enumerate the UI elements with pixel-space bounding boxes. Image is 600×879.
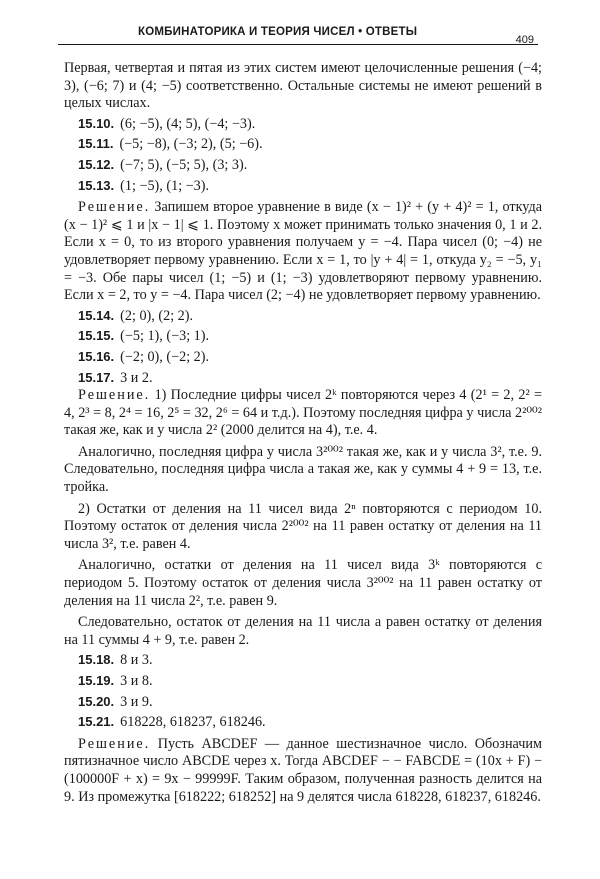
answer-text: (−5; −8), (−3; 2), (5; −6). (119, 136, 263, 153)
solution-paragraph-2 (64, 387, 542, 440)
answer-list-1 (64, 115, 542, 195)
answer-item (64, 307, 542, 326)
answer-item (64, 135, 542, 154)
answer-item (64, 693, 542, 712)
page-number: 409 (515, 34, 534, 46)
answer-text: (2; 0), (2; 2). (120, 307, 194, 324)
answer-item (64, 713, 542, 732)
answer-item (64, 156, 542, 175)
intro-paragraph: Первая, четвертая и пятая из этих систем имеют целочисленные решения (−4; 3), (−6; 7) и (4; −5) соответственно. Остальные системы не имеют решений в целых числах. (64, 60, 542, 112)
section-title: КОМБИНАТОРИКА И ТЕОРИЯ ЧИСЕЛ • ОТВЕТЫ (138, 26, 418, 38)
solution-text: 1) Последние цифры чисел 2ᵏ повторяются через 4 (2¹ = 2, 2² = 4, 2³ = 8, 2⁴ = 16, 2⁵ = 32, 2⁶ = 64 и т.д.). Поэтому последняя цифра у числа 2²⁰⁰² такая же, как и у числа 2² (2000 делится на 4), т.е. 4. (64, 387, 542, 439)
answer-item (64, 369, 542, 388)
answer-text: 3 и 8. (120, 673, 153, 689)
solution-label: Решение. (78, 735, 151, 752)
answer-text: (−2; 0), (−2; 2). (120, 348, 210, 365)
answer-number: 15.17. (78, 369, 115, 385)
answer-text: 618228, 618237, 618246. (120, 714, 266, 731)
solution-paragraph-1 (64, 199, 542, 305)
answer-number: 15.15. (78, 328, 115, 344)
answer-number: 15.20. (78, 693, 115, 709)
answer-item (64, 672, 542, 691)
answer-item (64, 115, 542, 134)
answer-item (64, 348, 542, 367)
running-header (58, 20, 538, 45)
answer-text: 8 и 3. (120, 652, 153, 669)
answer-number: 15.13. (78, 177, 115, 193)
answer-number: 15.19. (78, 673, 115, 688)
answer-number: 15.21. (78, 714, 115, 730)
solution-label: Решение. (78, 387, 151, 404)
answer-list-2 (64, 307, 542, 387)
answer-item (64, 177, 542, 196)
answer-text: (1; −5), (1; −3). (120, 177, 210, 194)
answer-text: (−7; 5), (−5; 5), (3; 3). (120, 156, 248, 173)
answer-number: 15.18. (78, 652, 115, 668)
answer-number: 15.12. (78, 156, 115, 172)
answer-text: 3 и 9. (120, 693, 153, 710)
answer-text: 3 и 2. (120, 369, 153, 386)
paragraph-conclusion: Следовательно, остаток от деления на 11 числа a равен остатку от деления на 11 суммы 4 + 9, т.е. равен 2. (64, 614, 542, 648)
answer-number: 15.16. (78, 348, 115, 364)
solution-text: Пусть ABCDEF — данное шестизначное число. Обозначим пятизначное число ABCDE через x. Тогда ABCDEF − − FABCDE = (10x + F) − (100000F + x) = 9x − 99999F. Таким образом, полученная разность делится на 9. Из промежутка [618222; 618252] на 9 делятся числа 618228, 618237, 618246. (64, 735, 542, 805)
page-body (64, 60, 542, 806)
answer-text: (−5; 1), (−3; 1). (120, 328, 210, 345)
paragraph-analog-2: Аналогично, остатки от деления на 11 чисел вида 3ᵏ повторяются с периодом 5. Поэтому остаток от деления числа 3²⁰⁰² на 11 равен остатку от деления на 11 числа 2², т.е. равен 9. (64, 557, 542, 609)
solution-paragraph-3 (64, 736, 542, 806)
paragraph-remainders: 2) Остатки от деления на 11 чисел вида 2ⁿ повторяются с периодом 10. Поэтому остаток от деления числа 2²⁰⁰² на 11 равен остатку от деления на 11 числа 3², т.е. равен 4. (64, 500, 542, 552)
answer-number: 15.14. (78, 307, 115, 323)
answer-text: (6; −5), (4; 5), (−4; −3). (120, 115, 256, 132)
answer-number: 15.11. (78, 136, 114, 152)
answer-item (64, 651, 542, 670)
answer-number: 15.10. (78, 115, 115, 131)
answer-item (64, 327, 542, 346)
answer-list-3 (64, 651, 542, 731)
solution-label: Решение. (78, 199, 151, 216)
solution-text: Запишем второе уравнение в виде (x − 1)² + (y + 4)² = 1, откуда (x − 1)² ⩽ 1 и |x − 1| ⩽ 1. Поэтому x может принимать только значения 0, 1 и 2. Если x = 0, то из второго уравнения получаем y = −4. Пара чисел (0; −4) не удовлетворяет первому уравнению. Если x = 1, то |y + 4| = 1, откуда y₂ = −5, y₁ = −3. Обе пары чисел (1; −5) и (1; −3) удовлетворяют первому уравнению. Если x = 2, то y = −4. Пара чисел (2; −4) не удовлетворяет первому уравнению. (64, 199, 542, 304)
paragraph-analog-1: Аналогично, последняя цифра у числа 3²⁰⁰² такая же, как и у числа 3², т.е. 9. Следовательно, последняя цифра числа a такая же, как у суммы 4 + 9 = 13, т.е. тройка. (64, 443, 542, 496)
